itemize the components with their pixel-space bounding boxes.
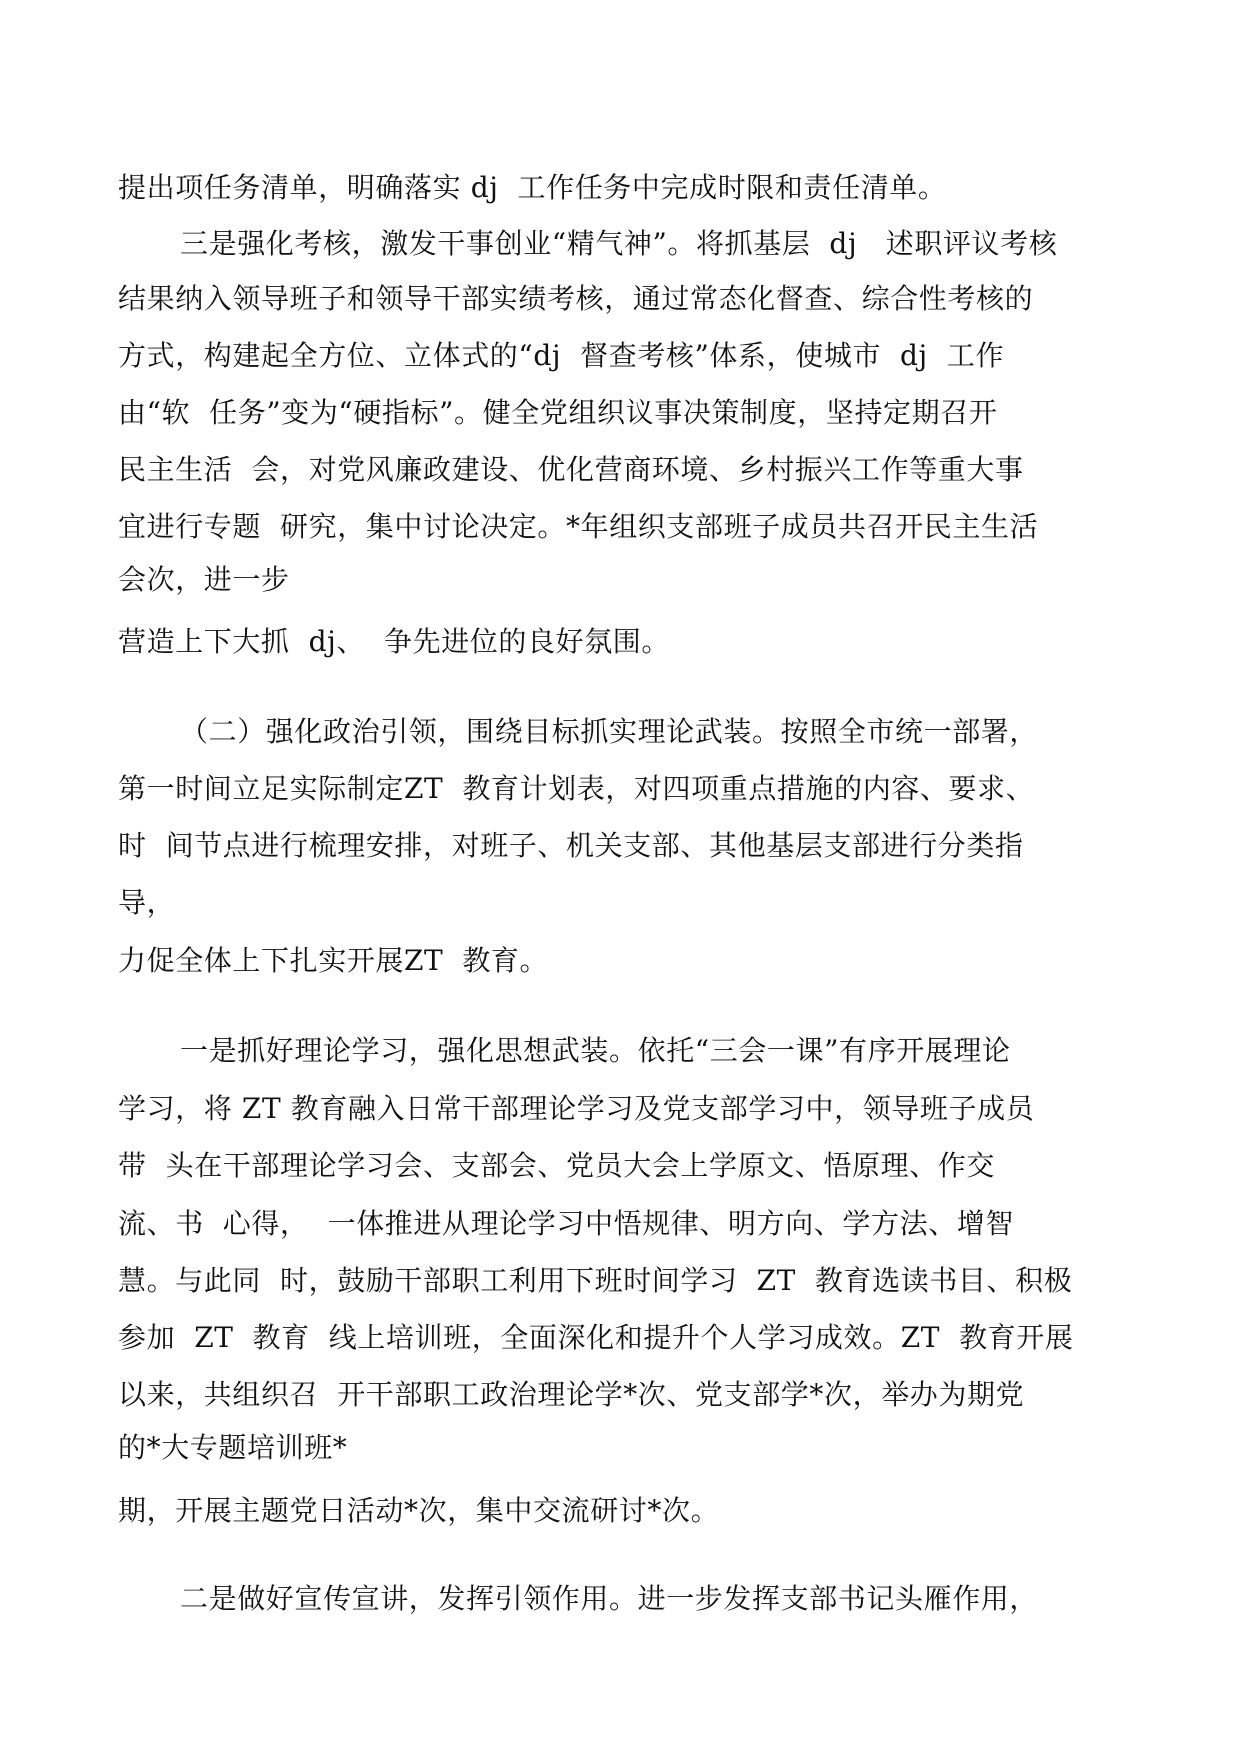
text-line: 期，开展主题党日活动*次，集中交流研讨*次。 <box>118 1494 720 1527</box>
text-line: 慧。与此同 时，鼓励干部职工利用下班时间学习 ZT 教育选读书目、积极 <box>118 1264 1073 1297</box>
text-line: 力促全体上下扎实开展ZT 教育。 <box>118 944 549 977</box>
text-line: 学习，将 ZT 教育融入日常干部理论学习及党支部学习中，领导班子成员 <box>118 1092 1035 1125</box>
text-line: 二是做好宣传宣讲，发挥引领作用。进一步发挥支部书记头雁作用， <box>180 1582 1039 1615</box>
text-line: 参加 ZT 教育 线上培训班，全面深化和提升个人学习成效。ZT 教育开展 <box>118 1321 1074 1354</box>
text-line: 第一时间立足实际制定ZT 教育计划表，对四项重点措施的内容、要求、 <box>118 772 1035 805</box>
text-line: 结果纳入领导班子和领导干部实绩考核，通过常态化督查、综合性考核的 <box>118 282 1034 315</box>
text-line: 时 间节点进行梳理安排，对班子、机关支部、其他基层支部进行分类指 <box>118 829 1024 862</box>
text-line: 的*大专题培训班* <box>118 1431 348 1464</box>
text-line: 营造上下大抓 dj、 争先进位的良好氛围。 <box>118 625 671 658</box>
text-line: 由“软 任务”变为“硬指标”。健全党组织议事决策制度，坚持定期召开 <box>118 396 998 429</box>
text-line: 宜进行专题 研究，集中讨论决定。*年组织支部班子成员共召开民主生活 <box>118 510 1039 543</box>
text-line: 导， <box>118 886 176 919</box>
text-line: 流、书 心得， 一体推进从理论学习中悟规律、明方向、学方法、增智 <box>118 1207 1015 1240</box>
text-line: 以来，共组织召 开干部职工政治理论学*次、党支部学*次，举办为期党 <box>118 1378 1025 1411</box>
text-line: 带 头在干部理论学习会、支部会、党员大会上学原文、悟原理、作交 <box>118 1149 996 1182</box>
text-line: 方式，构建起全方位、立体式的“dj 督查考核”体系，使城市 dj 工作 <box>118 339 1005 372</box>
text-line: 三是强化考核，激发干事创业“精气神”。将抓基层 dj 述职评议考核 <box>180 227 1058 260</box>
text-line: 民主生活 会，对党风廉政建设、优化营商环境、乡村振兴工作等重大事 <box>118 453 1024 486</box>
section-heading: （二）强化政治引领，围绕目标抓实理论武装。按照全市统一部署， <box>180 715 1039 748</box>
text-line: 会次，进一步 <box>118 563 290 596</box>
text-line: 提出项任务清单，明确落实 dj 工作任务中完成时限和责任清单。 <box>118 171 947 204</box>
text-line: 一是抓好理论学习，强化思想武装。依托“三会一课”有序开展理论 <box>180 1034 1011 1067</box>
